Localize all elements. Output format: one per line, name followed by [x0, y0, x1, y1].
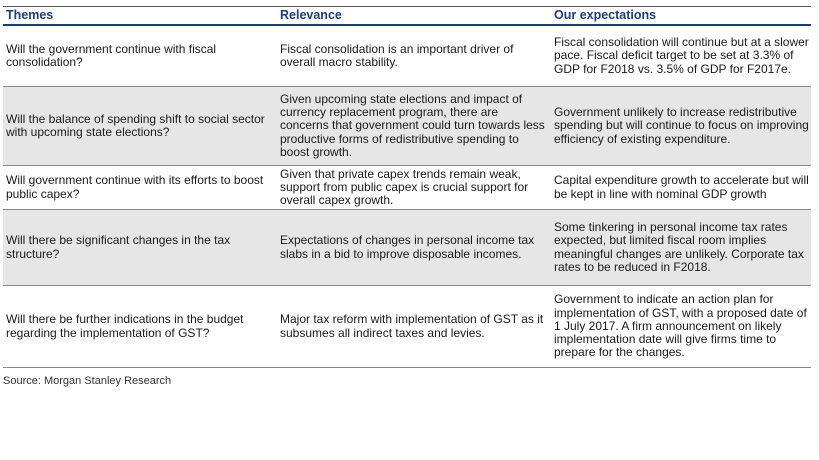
table-header — [3, 7, 811, 26]
expectation-cell: Some tinkering in personal income tax rates expected, but limited fiscal room implies meaningful changes are unlikely. Corporate tax rates to be reduced in F2018. — [554, 220, 804, 274]
theme-cell: Will there be significant changes in the tax structure? — [6, 233, 231, 261]
theme-cell: Will the balance of spending shift to social sector with upcoming state elections? — [6, 111, 265, 139]
relevance-cell: Fiscal consolidation is an important driver of overall macro stability. — [280, 41, 514, 69]
table-row — [3, 210, 811, 286]
expectation-cell: Government to indicate an action plan for implementation of GST, with a proposed date of 1 July 2017. A firm announcement on likely implementation date will give firms time to prepare for the changes. — [554, 292, 807, 360]
relevance-cell: Expectations of changes in personal income tax slabs in a bid to improve disposable incomes. — [280, 233, 535, 261]
relevance-cell: Given that private capex trends remain weak, support from public capex is crucial support for overall capex growth. — [280, 166, 529, 208]
header-themes: Themes — [6, 8, 54, 22]
source-note: Source: Morgan Stanley Research — [3, 375, 172, 387]
relevance-cell: Major tax reform with implementation of GST as it subsumes all indirect taxes and levies. — [280, 312, 544, 340]
table-row — [3, 286, 811, 368]
theme-cell: Will government continue with its efforts to boost public capex? — [6, 173, 264, 201]
theme-cell: Will there be further indications in the budget regarding the implementation of GST? — [6, 312, 244, 340]
header-relevance: Relevance — [280, 8, 342, 22]
budget-themes-table — [3, 6, 811, 368]
table-row — [3, 26, 811, 87]
relevance-cell: Given upcoming state elections and impact of currency replacement program, there are concerns that government could turn towards less productive forms of redistributive spending to boost growth. — [280, 91, 545, 159]
theme-cell: Will the government continue with fiscal consolidation? — [6, 41, 217, 69]
table-row — [3, 166, 811, 210]
header-expectations: Our expectations — [554, 8, 657, 22]
expectation-cell: Fiscal consolidation will continue but at a slower pace. Fiscal deficit target to be set at 3.3% of GDP for F2018 vs. 3.5% of GDP for F2017e. — [554, 35, 809, 76]
expectation-cell: Capital expenditure growth to accelerate but will be kept in line with nominal GDP growth — [554, 173, 809, 201]
expectation-cell: Government unlikely to increase redistributive spending but will continue to focus on improving efficiency of existing expenditure. — [554, 105, 809, 146]
table-row — [3, 87, 811, 166]
